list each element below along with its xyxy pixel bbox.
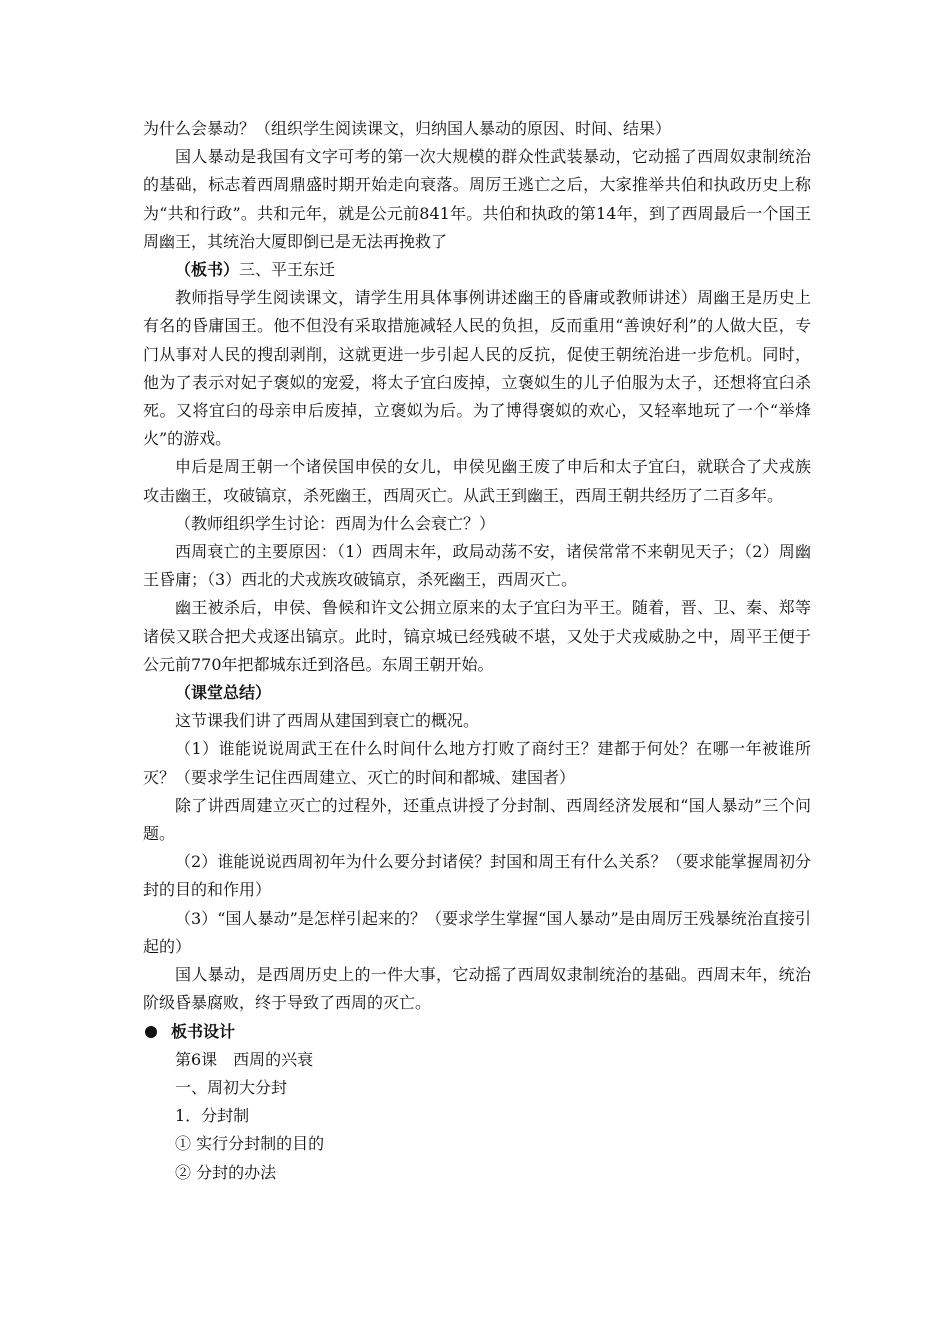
board-label: （板书） — [175, 260, 240, 280]
paragraph-decline-reasons: 西周衰亡的主要原因：（1）西周末年，政局动荡不安，诸侯常常不来朝见天子；（2）周幽王昏庸；（3）西北的犬戎族攻破镐京，杀死幽王，西周灭亡。 — [143, 542, 811, 590]
paragraph-board-ping-wang: （板书）三、平王东迁 — [175, 260, 336, 280]
board-line-item-2: ② 分封的办法 — [175, 1162, 277, 1182]
paragraph-summary-intro: 这节课我们讲了西周从建国到衰亡的概况。 — [175, 711, 480, 731]
board-line-section-1: 一、周初大分封 — [175, 1077, 288, 1097]
paragraph-shen-hou: 申后是周王朝一个诸侯国申侯的女儿，申侯见幽王废了申后和太子宜臼，就联合了犬戎族攻击幽王，攻破镐京，杀死幽王，西周灭亡。从武王到幽王，西周王朝共经历了二百多年。 — [143, 457, 811, 505]
board-line-subsection-1: 1．分封制 — [175, 1106, 250, 1126]
paragraph-question-3: （3）“国人暴动”是怎样引起来的？（要求学生掌握“国人暴动”是由周厉王残暴统治直接引起的） — [143, 908, 811, 956]
paragraph-class-summary-heading: （课堂总结） — [175, 683, 272, 703]
board-line-item-1: ① 实行分封制的目的 — [175, 1134, 325, 1154]
paragraph-guoren-uprising: 国人暴动是我国有文字可考的第一次大规模的群众性武装暴动，它动摇了西周奴隶制统治的基础，标志着西周鼎盛时期开始走向衰落。周厉王逃亡之后，大家推举共伯和执政历史上称为“共和行政”。共和元年，就是公元前841年。共伯和执政的第14年，到了西周最后一个国王周幽王，其统治大厦即倒已是无法再挽救了 — [143, 147, 811, 251]
paragraph-discussion-prompt: （教师组织学生讨论：西周为什么会衰亡？） — [175, 513, 496, 533]
bullet-icon — [145, 1026, 157, 1038]
board-design-heading: 板书设计 — [143, 1018, 811, 1046]
paragraph-eastern-move: 幽王被杀后，申侯、鲁候和许文公拥立原来的太子宜臼为平王。随着，晋、卫、秦、郑等诸侯又联合把犬戎逐出镐京。此时，镐京城已经残破不堪，又处于犬戎威胁之中，周平王便于公元前770年把都城东迁到洛邑。东周王朝开始。 — [143, 598, 811, 674]
paragraph-question-1: （1）谁能说说周武王在什么时间什么地方打败了商纣王？建都于何处？在哪一年被谁所灭？（要求学生记住西周建立、灭亡的时间和都城、建国者） — [143, 739, 811, 787]
paragraph-conclusion: 国人暴动，是西周历史上的一件大事，它动摇了西周奴隶制统治的基础。西周末年，统治阶级昏暴腐败，终于导致了西周的灭亡。 — [143, 965, 811, 1013]
paragraph-intro-question: 为什么会暴动？（组织学生阅读课文，归纳国人暴动的原因、时间、结果） — [143, 119, 672, 138]
document-content — [143, 115, 811, 1187]
paragraph-you-wang: 教师指导学生阅读课文，请学生用具体事例讲述幽王的昏庸或教师讲述）周幽王是历史上有名的昏庸国王。他不但没有采取措施减轻人民的负担，反而重用“善谀好利”的人做大臣，专门从事对人民的搜刮剥削，这就更进一步引起人民的反抗，促使王朝统治进一步危机。同时，他为了表示对妃子褒姒的宠爱，将太子宜臼废掉，立褒姒生的儿子伯服为太子，还想将宜臼杀死。又将宜臼的母亲申后废掉，立褒姒为后。为了博得褒姒的欢心，又轻率地玩了一个“举烽火”的游戏。 — [143, 288, 811, 449]
board-line-lesson-title: 第6课 西周的兴衰 — [175, 1049, 314, 1069]
paragraph-question-2: （2）谁能说说西周初年为什么要分封诸侯？封国和周王有什么关系？（要求能掌握周初分封的目的和作用） — [143, 852, 811, 900]
paragraph-summary-topics: 除了讲西周建立灭亡的过程外，还重点讲授了分封制、西周经济发展和“国人暴动”三个问题。 — [143, 795, 811, 844]
